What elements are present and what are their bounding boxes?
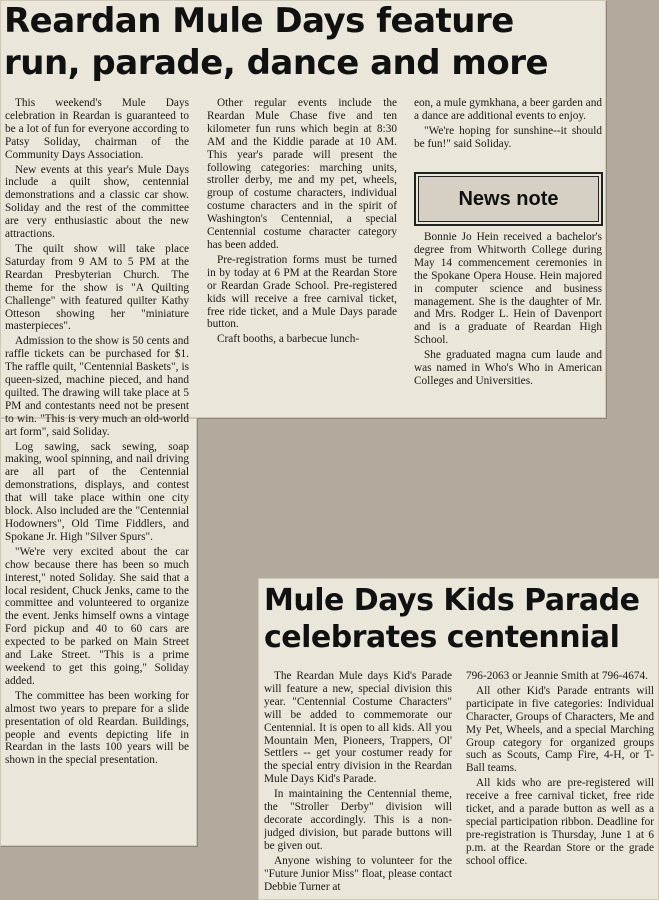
article-kids-parade-col1	[264, 670, 452, 900]
paragraph: Craft booths, a barbecue lunch-	[217, 333, 360, 346]
paragraph: This weekend's Mule Days celebration in Reardan is guaranteed to be a lot of fun for everyone according to Patsy Soliday, chairman of the Community Days Association.	[5, 97, 189, 161]
paragraph: The committee has been working for almost two years to prepare for a slide presentation of old Reardan. Buildings, people and events depicting life in Reardan in the lasts 100 years will be shown in the special presentation.	[5, 689, 189, 767]
paragraph: eon, a mule gymkhana, a beer garden and a dance are additional events to enjoy.	[414, 97, 602, 122]
paragraph: 796-2063 or Jeannie Smith at 796-4674.	[466, 670, 648, 682]
paragraph: Bonnie Jo Hein received a bachelor's degree from Whitworth College during May 14 commencement ceremonies in the Spokane Opera House. Hein majored in computer science and business management. She is the daughter of Mr. and Mrs. Rodger L. Hein of Davenport and is a graduate of Reardan High School.	[414, 231, 602, 347]
paragraph: Log sawing, sack sewing, soap making, wool spinning, and nail driving are all part of the Centennial demonstrations, displays, and contest that will take place within one city block. Also included are the "Centennial Hodowners", Old Time Fiddlers, and Spokane Jr. High "Silver Spurs".	[5, 440, 189, 543]
paragraph: The Reardan Mule days Kid's Parade will feature a new, special division this year. "Centennial Costume Characters" will be added to commemorate our Centennial. It is open to all kids. All you Mountain Men, Pioneers, Trappers, Ol' Settlers -- get your costumer ready for the special entry division in the Reardan Mule Days Kid's Parade.	[264, 670, 452, 786]
paragraph: Anyone wishing to volunteer for the "Future Junior Miss" float, please contact Debbie Turner at	[264, 854, 452, 893]
headline-kids-parade	[264, 582, 656, 656]
headline-line-1: Reardan Mule Days feature	[4, 1, 514, 41]
article-mule-days-col2	[207, 97, 397, 381]
paragraph: "We're very excited about the car chow because there has been so much interest," noted Soliday. She said that a local resident, Chuck Jenks, came to the committee and volunteered to organize the event. Jenks himself owns a vintage Ford pickup and 40 to 60 cars are expected to be parked on Main Street and Lake Street. "This is a prime weekend to get this going," Soliday added.	[5, 545, 189, 687]
headline-mule-days	[4, 0, 604, 84]
paragraph: New events at this year's Mule Days include a quilt show, centennial demonstrations and a classic car show. Soliday and the rest of the committee are very enthusiastic about the new attractions.	[5, 163, 189, 241]
news-note-label-box	[414, 172, 603, 226]
paragraph: All kids who are pre-registered will receive a free carnival ticket, free ride ticket, and a parade button as well as a special participation ribbon. Deadline for pre-registration is Thursday, June 1 at 6 p.m. at the Reardan Store or the grade school office.	[466, 777, 654, 867]
headline-line-1: Mule Days Kids Parade	[264, 583, 640, 618]
paragraph: The quilt show will take place Saturday from 9 AM to 5 PM at the Reardan Presbyterian Church. The theme for the show is "A Quilting Challenge" with featured quilter Kathy Otteson showing her "miniature masterpieces".	[5, 242, 189, 333]
paragraph: Pre-registration forms must be turned in by today at 6 PM at the Reardan Store or Reardan Grade School. Pre-registered kids will receive a free carnival ticket, free ride ticket, and a Mule Days parade button.	[207, 253, 397, 331]
headline-line-2: run, parade, dance and more	[4, 43, 549, 83]
news-note-body	[414, 231, 602, 413]
paragraph: "We're hoping for sunshine--it should be fun!" said Soliday.	[414, 124, 602, 150]
headline-line-2: celebrates centennial	[264, 620, 620, 655]
news-note-label: News note	[458, 187, 559, 210]
article-mule-days-col1	[5, 97, 189, 841]
article-kids-parade-col2	[466, 670, 654, 900]
paragraph: Other regular events include the Reardan Mule Chase five and ten kilometer fun runs which begin at 8:30 AM and the Kiddie parade at 10 AM. This year's parade will present the following categories: marching units, stroller derby, me and my pet, wheels, group of costume characters, individual costume characters and in the spirit of Washington's Centennial, a special Centennial costume character category has been added.	[207, 97, 397, 251]
paragraph: All other Kid's Parade entrants will participate in five categories: Individual Character, Groups of Characters, Me and My Pet, Wheels, and a special Marching Group category for organized groups such as Scouts, Camp Fire, 4-H, or T-Ball teams.	[466, 684, 654, 775]
paragraph: Admission to the show is 50 cents and raffle tickets can be purchased for $1. The raffle quilt, "Centennial Baskets", is queen-sized, machine pieced, and hand quilted. The drawing will take place at 5 PM and contestants need not be present to win. "This is very much an old-world art form", said Soliday.	[5, 335, 189, 438]
paragraph: In maintaining the Centennial theme, the "Stroller Derby" division will decorate accordingly. This is a non-judged division, but parade buttons will be given out.	[264, 788, 452, 852]
article-mule-days-col3	[414, 97, 602, 167]
paragraph: She graduated magna cum laude and was named in Who's Who in American Colleges and Universities.	[414, 349, 602, 387]
